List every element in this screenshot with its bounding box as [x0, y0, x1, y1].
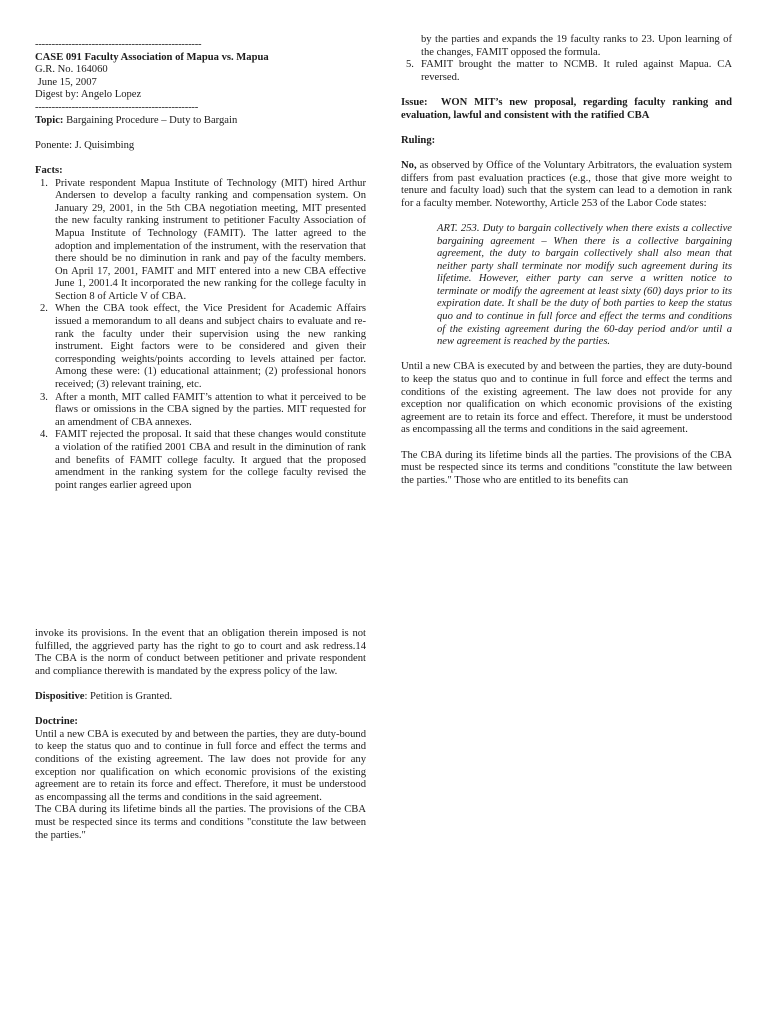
- ponente: Ponente: J. Quisimbing: [35, 139, 135, 151]
- fact-item-4-continued: [401, 34, 732, 59]
- digest-author: Digest by: Angelo Lopez: [35, 89, 142, 101]
- right-column-top: [401, 34, 735, 487]
- fact-text: FAMIT brought the matter to NCMB. It ruled against Mapua. CA reversed.: [421, 59, 732, 83]
- fact-item-1: [35, 178, 366, 304]
- ruling-paragraph-2: Until a new CBA is executed by and between the parties, they are duty-bound to keep the status quo and to continue in full force and effect the terms and conditions of the existing agreement. The law does not provide for any exception nor qualification on which economic provisions of the existing agreement are to retain its force and effect. Therefore, it must be understood as encompassing all the terms and conditions in the said agreement.: [401, 361, 732, 436]
- fact-item-5: [401, 59, 732, 84]
- issue-text: WON MIT’s new proposal, regarding faculty ranking and evaluation, lawful and consistent with the ratified CBA: [401, 96, 735, 121]
- facts-heading: Facts:: [35, 164, 63, 176]
- left-column-top: [35, 39, 366, 492]
- ruling-paragraph-3: The CBA during its lifetime binds all the parties. The provisions of the CBA must be respected since its terms and conditions "constitute the law between the parties." Those who are entitled to its benefits can: [401, 449, 732, 486]
- fact-number: 4.: [40, 429, 48, 441]
- fact-number: 3.: [40, 391, 48, 403]
- fact-text: Private respondent Mapua Institute of Technology (MIT) hired Arthur Andersen to develop a faculty ranking and compensation system. On January 29, 2001, in the 5th CBA negotiation meeting, MIT presented the new faculty ranking instrument to petitioner Faculty Association of Mapua Institute of Technology (FAMIT). The latter agreed to the adoption and implementation of the instrument, with the reservation that there should be no diminution in rank and pay of the faculty members. On April 17, 2001, FAMIT and MIT entered into a new CBA effective June 1, 2001.4 It incorporated the new ranking for the college faculty in Section 8 of Article V of CBA.: [55, 177, 366, 302]
- fact-number: 1.: [40, 177, 48, 189]
- fact-text: After a month, MIT called FAMIT’s attention to what it perceived to be flaws or omissions in the CBA signed by the parties. MIT requested for an amendment of CBA annexes.: [55, 391, 366, 428]
- fact-text: by the parties and expands the 19 faculty ranks to 23. Upon learning of the changes, FAMIT opposed the formula.: [421, 34, 732, 58]
- fact-number: 2.: [40, 303, 48, 315]
- fact-text: When the CBA took effect, the Vice President for Academic Affairs issued a memorandum to all deans and subject chairs to evaluate and re-rank the faculty under their supervision using the new ranking instrument. Eight factors were to be considered and given their corresponding weights/points according to levels attained per factor. Among these were: (1) educational attainment; (2) professional honors received; (3) relevant training, etc.: [55, 303, 366, 391]
- gr-number: G.R. No. 164060: [35, 64, 108, 76]
- doctrine-paragraph-1: Until a new CBA is executed by and between the parties, they are duty-bound to keep the status quo and to continue in full force and effect the terms and conditions of the existing agreement. The law does not provide for any exception nor qualification on which economic provisions of the existing agreement are to retain its force and effect. Therefore, it must be understood as encompassing all the terms and conditions in the said agreement.: [35, 728, 366, 803]
- fact-item-2: [35, 303, 366, 391]
- ruling-heading: Ruling:: [401, 134, 436, 146]
- dispositive: [35, 691, 366, 704]
- dispositive-text: : Petition is Granted.: [84, 690, 173, 702]
- ruling-lead: No,: [401, 159, 417, 171]
- fact-item-3: [35, 392, 366, 430]
- case-title: CASE 091 Faculty Association of Mapua vs. Mapua: [35, 51, 269, 63]
- header-rule-bottom: -------------------------------------------------: [35, 101, 199, 113]
- fact-number: 5.: [406, 59, 414, 71]
- issue: [401, 96, 735, 122]
- ruling-paragraph-3-continued: invoke its provisions. In the event that an obligation therein imposed is not fulfilled, the aggrieved party has the right to go to court and ask redress.14 The CBA is the norm of conduct between petitioner and private respondent and compliance therewith is mandated by the express policy of the law.: [35, 628, 366, 677]
- article-253-quote: ART. 253. Duty to bargain collectively when there exists a collective bargaining agreement – When there is a collective bargaining agreement, the duty to bargain collectively shall also mean that neither party shall terminate nor modify such agreement during its lifetime. However, either party can serve a written notice to terminate or modify the agreement at least sixty (60) days prior to its expiration date. It shall be the duty of both parties to keep the status quo and to continue in full force and effect the terms and conditions of the existing agreement during the 60-day period and/or until a new agreement is reached by the parties.: [437, 222, 732, 348]
- facts-list-continued: [401, 34, 732, 84]
- doctrine-heading: Doctrine:: [35, 716, 78, 728]
- issue-label: Issue:: [401, 96, 428, 108]
- topic-label: Topic:: [35, 114, 64, 126]
- dispositive-label: Dispositive: [35, 690, 85, 702]
- topic-line: [35, 115, 366, 128]
- left-column-bottom: [35, 628, 366, 842]
- fact-item-4: [35, 429, 366, 492]
- doctrine-paragraph-2: The CBA during its lifetime binds all the parties. The provisions of the CBA must be respected since its terms and conditions "constitute the law between the parties.": [35, 804, 366, 841]
- fact-text: FAMIT rejected the proposal. It said that these changes would constitute a violation of the ratified 2001 CBA and result in the diminution of rank and benefits of FAMIT college faculty. It argued that the proposed amendment in the ranking system for the college faculty revised the point ranges earlier agreed upon: [55, 429, 366, 491]
- facts-list: [35, 178, 366, 493]
- header-rule-top: --------------------------------------------------: [35, 39, 202, 50]
- ruling-text: as observed by Office of the Voluntary Arbitrators, the evaluation system differs from past evaluation practices (e.g., those that give more weight to tenure and faculty load) such that the system can lead to a demotion in rank for a faculty member. Noteworthy, Article 253 of the Labor Code states:: [401, 159, 732, 209]
- case-date: June 15, 2007: [35, 76, 97, 88]
- topic-text: Bargaining Procedure – Duty to Bargain: [63, 114, 238, 126]
- ruling-paragraph-1: [401, 160, 732, 210]
